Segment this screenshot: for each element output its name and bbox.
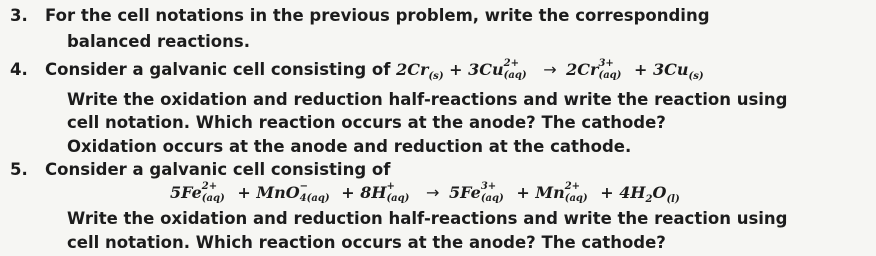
reaction-equation: $2Cr_{(s)} + 3Cu$ 2+ (aq) → 2Cr 3+ (aq) + $3Cu_{(s)}$ — [396, 57, 704, 83]
item-answer-line: Oxidation occurs at the anode and reduction at the cathode. — [67, 137, 632, 156]
reaction-equation: 5Fe 2+ (aq) + MnO − 4(aq) + 8H + (aq) → 5Fe 3+ (aq) + Mn 2+ (aq) + $4H_2O_{(l)}$ — [170, 180, 680, 206]
reaction-arrow: → — [426, 183, 440, 202]
item-number: 5. — [10, 160, 28, 179]
item-text-line: cell notation. Which reaction occurs at the anode? The cathode? — [67, 113, 666, 132]
item-text-line: Write the oxidation and reduction half-reactions and write the reaction using — [67, 209, 788, 228]
item-text-line: balanced reactions. — [67, 32, 250, 51]
item-number: 3. — [10, 6, 28, 25]
item-text-line: cell notation. Which reaction occurs at the anode? The cathode? — [67, 233, 666, 252]
item-intro: Consider a galvanic cell consisting of — [45, 160, 391, 179]
item-text-line: Write the oxidation and reduction half-reactions and write the reaction using — [67, 90, 788, 109]
item-intro: Consider a galvanic cell consisting of $2Cr_{(s)} + 3Cu$ 2+ (aq) → 2Cr 3+ (aq) + $3Cu_{(s)}$ — [45, 57, 704, 83]
item-text-line: For the cell notations in the previous problem, write the corresponding — [45, 6, 710, 25]
reaction-arrow: → — [543, 60, 557, 79]
item-number: 4. — [10, 60, 28, 79]
